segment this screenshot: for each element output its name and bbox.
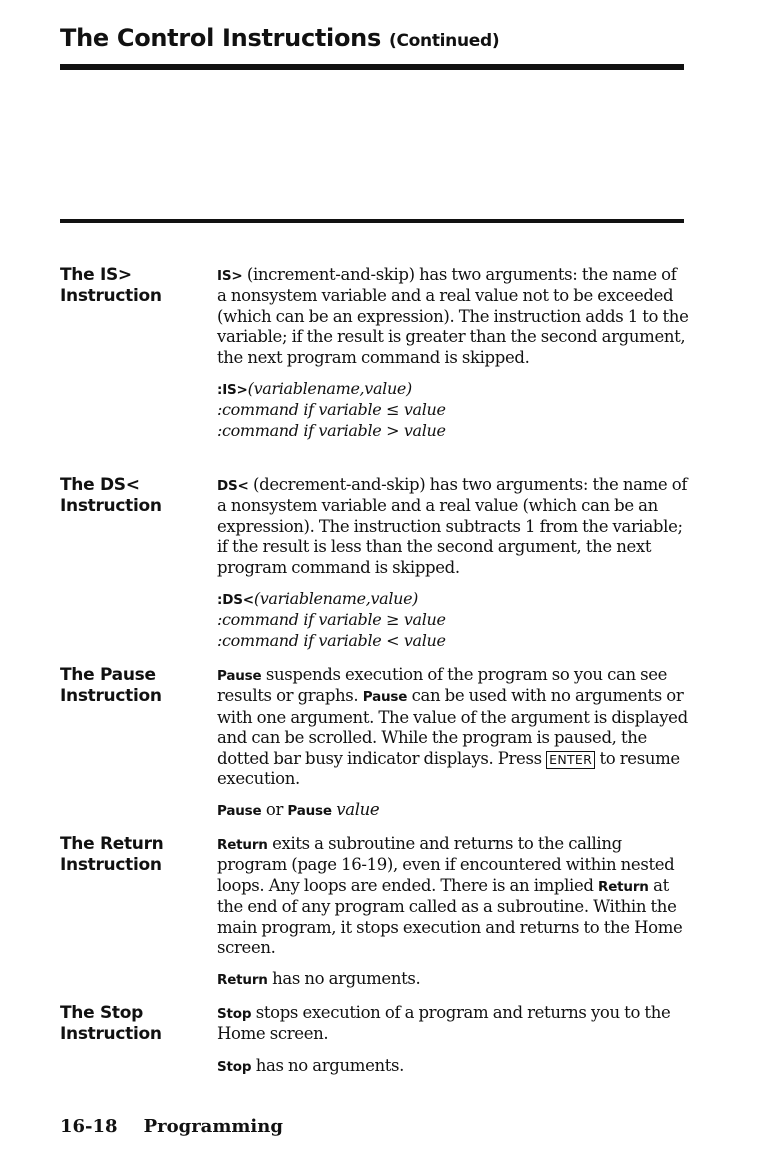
description: Pause suspends execution of the program so you can see results or graphs. Pause can be used with no arguments or with one argument. The value of the argument is displayed and can be scrolled. While the program is paused, the dotted bar busy indicator displays. Press ENTER to resume execution. [217,665,688,789]
side-heading: The Return Instruction [60,834,164,875]
description: IS> (increment-and-skip) has two arguments: the name of a nonsystem variable and a real value not to be exceeded (which can be an expression). The instruction adds 1 to the variable; if the result is greater than the second argument, the next program command is skipped. [217,265,689,367]
page-header [60,24,499,52]
section-body [217,475,689,651]
header-rule [60,64,684,70]
syntax-line: :command if variable > value [217,420,446,440]
side-heading: The Pause Instruction [60,665,162,706]
syntax-line: :command if variable < value [217,630,446,650]
keyword: Pause [362,689,408,706]
syntax-line: Pause or Pause value [217,800,380,820]
page-subtitle: (Continued) [389,31,500,51]
keyword: Pause [217,668,262,684]
syntax-line: Stop has no arguments. [217,1055,405,1075]
keyword: Stop [217,1006,252,1022]
syntax-line: :command if variable ≥ value [217,610,446,630]
page-number: 16-18 [60,1116,118,1137]
description: DS< (decrement-and-skip) has two arguments: the name of a nonsystem variable and a real value (which can be an expression). The instruction subtracts 1 from the variable; if the result is less than the second argument, the next program command is skipped. [217,475,688,577]
page-footer [60,1116,283,1137]
page-title: The Control Instructions [60,24,381,52]
section-body [217,265,689,441]
keyword: Return [217,837,268,853]
section-body [217,1003,689,1077]
side-heading: The DS< Instruction [60,475,162,516]
description: Stop stops execution of a program and returns you to the Home screen. [217,1003,671,1044]
keyword: DS< [217,478,249,494]
chapter-name: Programming [143,1116,283,1137]
section-rule [60,219,684,223]
syntax-line: :IS>(variablename,value) [217,379,412,399]
side-heading: The Stop Instruction [60,1003,162,1044]
section-body [217,834,689,991]
syntax-block [217,379,689,441]
syntax-line: Return has no arguments. [217,969,421,989]
keyword: IS> [217,268,243,284]
side-heading: The IS> Instruction [60,265,162,306]
section-body [217,665,689,822]
keyword: Return [598,878,649,895]
syntax-block [217,589,689,651]
syntax-line: :command if variable ≤ value [217,400,446,420]
syntax-line: :DS<(variablename,value) [217,589,419,609]
enter-key-icon: ENTER [546,751,595,769]
description: Return exits a subroutine and returns to the calling program (page 16-19), even if encountered within nested loops. Any loops are ended. There is an implied Return at the end of any program called as a subroutine. Within the main program, it stops execution and returns to the Home screen. [217,834,683,958]
